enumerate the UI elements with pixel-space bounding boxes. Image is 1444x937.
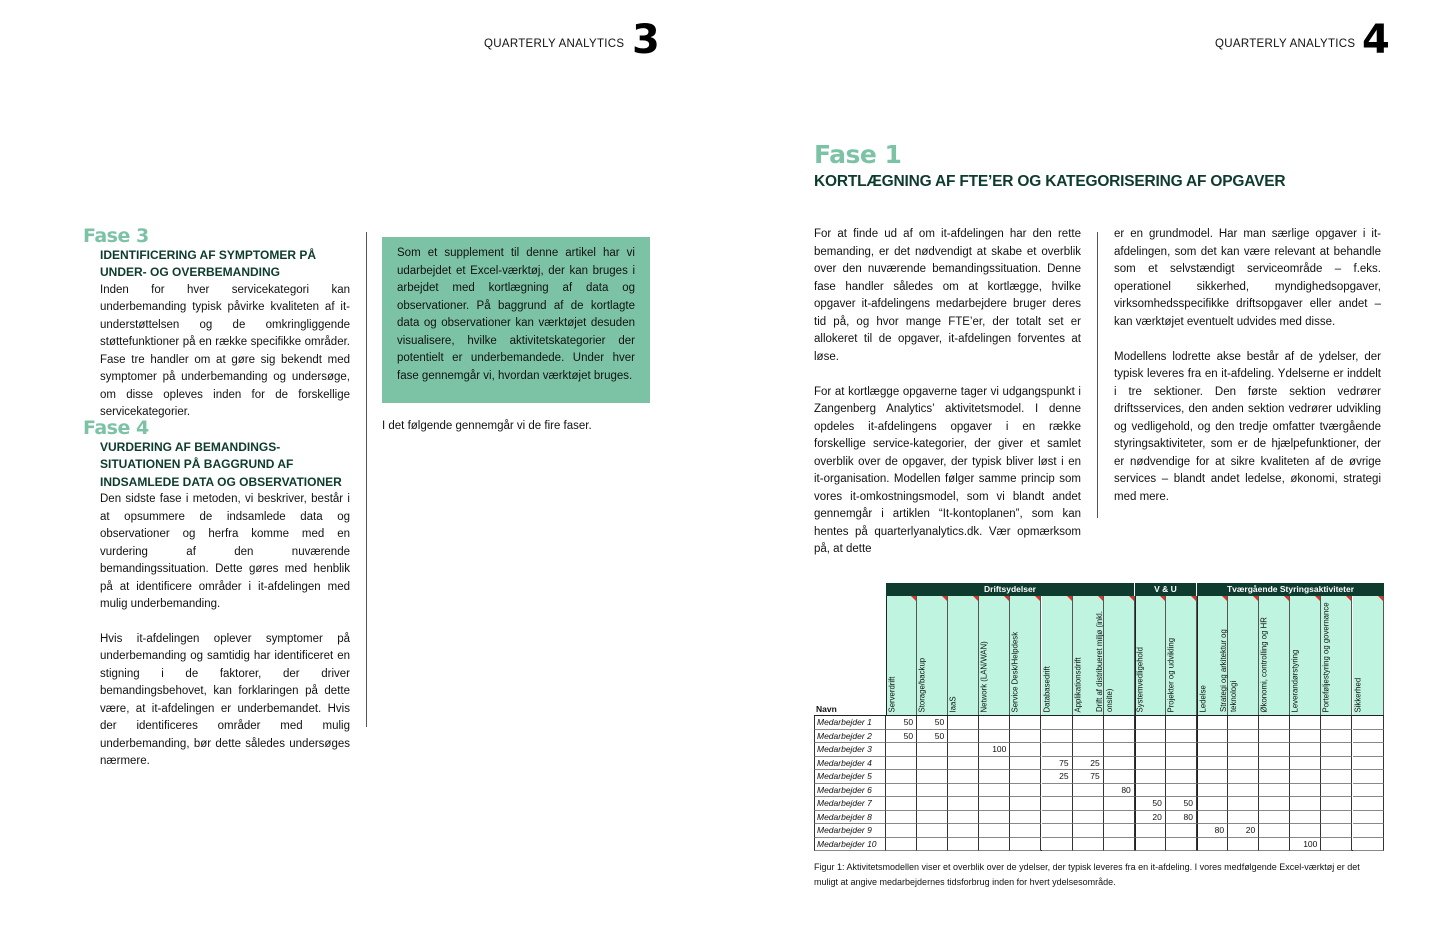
allocation-cell[interactable] — [1166, 757, 1197, 771]
allocation-cell[interactable] — [948, 730, 979, 744]
allocation-cell[interactable]: 80 — [1166, 811, 1197, 825]
comment-marker-icon — [1378, 596, 1383, 601]
allocation-cell[interactable] — [1104, 824, 1135, 838]
allocation-cell[interactable] — [1228, 757, 1259, 771]
allocation-cell[interactable] — [1353, 716, 1384, 730]
allocation-cell[interactable] — [1135, 716, 1166, 730]
column-header-label: Network (LAN/WAN) — [979, 640, 989, 712]
allocation-cell[interactable] — [1197, 716, 1228, 730]
allocation-cell[interactable]: 25 — [1042, 770, 1073, 784]
allocation-cell[interactable] — [1259, 770, 1290, 784]
column-header — [1094, 596, 1135, 715]
column-header-label: Porteføljestyring og governance — [1321, 601, 1331, 712]
allocation-cell[interactable] — [1135, 784, 1166, 798]
allocation-cell[interactable] — [1010, 770, 1041, 784]
column-header — [1135, 596, 1166, 715]
allocation-cell[interactable] — [917, 743, 948, 757]
allocation-cell[interactable] — [1042, 743, 1073, 757]
allocation-cell[interactable] — [1135, 770, 1166, 784]
allocation-cell[interactable] — [1104, 716, 1135, 730]
comment-marker-icon — [1191, 596, 1196, 601]
allocation-cell[interactable] — [1353, 757, 1384, 771]
allocation-cell[interactable] — [917, 757, 948, 771]
column-header-label: Økonomi, controlling og HR — [1259, 616, 1269, 712]
allocation-cell[interactable]: 50 — [917, 716, 948, 730]
column-header — [1042, 596, 1073, 715]
allocation-cell[interactable] — [979, 730, 1010, 744]
allocation-cell[interactable] — [1073, 824, 1104, 838]
allocation-cell[interactable] — [1353, 784, 1384, 798]
fase1-heading — [814, 142, 1384, 190]
column-header — [1290, 596, 1321, 715]
allocation-cell[interactable] — [1197, 730, 1228, 744]
allocation-cell[interactable] — [979, 811, 1010, 825]
employee-name-cell[interactable]: Medarbejder 2 — [814, 730, 886, 744]
allocation-cell[interactable] — [1259, 743, 1290, 757]
comment-marker-icon — [1315, 596, 1320, 601]
allocation-cell[interactable] — [1321, 784, 1352, 798]
allocation-cell[interactable] — [1228, 784, 1259, 798]
allocation-cell[interactable] — [1321, 716, 1352, 730]
allocation-cell[interactable]: 75 — [1042, 757, 1073, 771]
column-header — [1321, 596, 1352, 715]
allocation-cell[interactable] — [1197, 784, 1228, 798]
allocation-cell[interactable] — [1010, 824, 1041, 838]
allocation-cell[interactable] — [1228, 797, 1259, 811]
allocation-cell[interactable] — [917, 811, 948, 825]
allocation-cell[interactable]: 20 — [1135, 811, 1166, 825]
allocation-cell[interactable] — [917, 797, 948, 811]
allocation-cell[interactable] — [1166, 824, 1197, 838]
table-row — [814, 811, 1384, 825]
employee-name-cell[interactable]: Medarbejder 5 — [814, 770, 886, 784]
allocation-cell[interactable] — [1073, 716, 1104, 730]
column-header-label: Service Desk/Helpdesk — [1010, 631, 1020, 712]
table-row — [814, 757, 1384, 771]
column-header-label: Databasedrift — [1042, 665, 1052, 712]
allocation-cell[interactable] — [917, 784, 948, 798]
allocation-cell[interactable] — [1321, 730, 1352, 744]
column-header — [1010, 596, 1041, 715]
allocation-cell[interactable] — [1290, 716, 1321, 730]
allocation-cell[interactable] — [979, 716, 1010, 730]
column-header-label: Projekter og udvikling — [1166, 637, 1176, 712]
employee-name-cell[interactable]: Medarbejder 7 — [814, 797, 886, 811]
comment-marker-icon — [911, 596, 916, 601]
fase3-subtitle-line1: IDENTIFICERING AF SYMPTOMER PÅ — [100, 248, 317, 262]
allocation-cell[interactable] — [948, 838, 979, 852]
allocation-cell[interactable] — [1353, 730, 1384, 744]
allocation-cell[interactable] — [1042, 838, 1073, 852]
allocation-cell[interactable] — [979, 757, 1010, 771]
allocation-cell[interactable] — [1228, 770, 1259, 784]
table-row — [814, 784, 1384, 798]
comment-marker-icon — [1253, 596, 1258, 601]
allocation-cell[interactable] — [1259, 757, 1290, 771]
fase4-subtitle-line3: INDSAMLEDE DATA OG OBSERVATIONER — [100, 474, 342, 489]
allocation-cell[interactable] — [1290, 811, 1321, 825]
allocation-cell[interactable] — [1321, 797, 1352, 811]
column-header — [886, 596, 917, 715]
allocation-cell[interactable]: 50 — [917, 730, 948, 744]
right-column-1 — [814, 226, 1081, 559]
allocation-cell[interactable] — [1042, 797, 1073, 811]
allocation-cell[interactable] — [1166, 743, 1197, 757]
allocation-cell[interactable] — [1290, 757, 1321, 771]
comment-marker-icon — [1160, 596, 1165, 601]
allocation-cell[interactable] — [979, 824, 1010, 838]
employee-name-cell[interactable]: Medarbejder 3 — [814, 743, 886, 757]
fase1-subtitle: KORTLÆGNING AF FTE’ER OG KATEGORISERING AF OPGAVER — [814, 173, 1286, 190]
col1-paragraph-1: For at finde ud af om it-afdelingen har den rette bemanding, er det nødvendigt at skabe et overblik over den nuværende bemandingssituation. Denne fase handler således om at kortlægge, hvilke opgaver it-afdelingens medarbejdere bruger deres tid på, og hvor mange FTE’er, der totalt set er allokeret til de opgaver, it-afdelingen forventes at løse. — [814, 228, 1081, 363]
allocation-cell[interactable]: 50 — [1166, 797, 1197, 811]
allocation-cell[interactable] — [886, 770, 917, 784]
employee-name-cell[interactable]: Medarbejder 9 — [814, 824, 886, 838]
allocation-cell[interactable]: 80 — [1197, 824, 1228, 838]
comment-marker-icon — [1129, 596, 1134, 601]
allocation-cell[interactable]: 50 — [1135, 797, 1166, 811]
fase3-section — [83, 227, 350, 422]
column-header-label: Storage/backup — [917, 657, 927, 712]
allocation-cell[interactable] — [1321, 824, 1352, 838]
allocation-cell[interactable] — [886, 757, 917, 771]
allocation-cell[interactable] — [1010, 716, 1041, 730]
allocation-cell[interactable] — [1135, 838, 1166, 852]
column-header — [948, 596, 979, 715]
allocation-cell[interactable] — [1166, 784, 1197, 798]
comment-marker-icon — [942, 596, 947, 601]
running-head-right: QUARTERLY ANALYTICS — [1215, 38, 1356, 50]
allocation-cell[interactable] — [886, 784, 917, 798]
allocation-cell[interactable] — [1042, 811, 1073, 825]
allocation-cell[interactable] — [1042, 824, 1073, 838]
allocation-cell[interactable] — [886, 811, 917, 825]
table-row — [814, 838, 1384, 852]
allocation-cell[interactable] — [1010, 797, 1041, 811]
allocation-cell[interactable] — [1166, 716, 1197, 730]
callout-box — [382, 237, 650, 403]
table-row — [814, 824, 1384, 838]
fase4-subtitle-line2: SITUATIONEN PÅ BAGGRUND AF — [100, 457, 294, 472]
column-header-label: Strategi og arkitektur og teknologi — [1219, 629, 1238, 712]
allocation-cell[interactable] — [1073, 797, 1104, 811]
allocation-cell[interactable] — [1073, 811, 1104, 825]
intro-line: I det følgende gennemgår vi de fire faser. — [382, 420, 592, 432]
allocation-cell[interactable] — [1010, 811, 1041, 825]
allocation-cell[interactable] — [1166, 770, 1197, 784]
allocation-cell[interactable]: 50 — [886, 730, 917, 744]
fase4-body-1: Den sidste fase i metoden, vi beskriver, består i at opsummere de indsamlede data og observationer og herfra komme med en vurdering af den nuværende bemandingssituation. Dette gøres med henblik på at identificere områder i it-afdelingen med mulig underbemanding. — [100, 493, 350, 611]
allocation-cell[interactable] — [979, 770, 1010, 784]
allocation-cell[interactable]: 25 — [1073, 757, 1104, 771]
right-column-2 — [1114, 226, 1381, 506]
allocation-cell[interactable] — [886, 824, 917, 838]
allocation-cell[interactable] — [1290, 784, 1321, 798]
allocation-cell[interactable] — [1353, 770, 1384, 784]
table-row — [814, 770, 1384, 784]
column-header-label: Systemvedligehold — [1135, 646, 1145, 712]
allocation-cell[interactable] — [1135, 730, 1166, 744]
comment-marker-icon — [973, 596, 978, 601]
group-header-tvaergaaende: Tværgående Styringsaktiviteter — [1197, 583, 1384, 596]
allocation-cell[interactable] — [979, 838, 1010, 852]
table-row — [814, 730, 1384, 744]
allocation-cell[interactable] — [1259, 824, 1290, 838]
allocation-cell[interactable] — [1104, 797, 1135, 811]
allocation-cell[interactable] — [1042, 784, 1073, 798]
allocation-cell[interactable] — [1353, 811, 1384, 825]
fase1-title: Fase 1 — [814, 140, 902, 169]
allocation-cell[interactable] — [1259, 838, 1290, 852]
allocation-cell[interactable] — [1010, 743, 1041, 757]
allocation-cell[interactable] — [1228, 811, 1259, 825]
allocation-cell[interactable]: 100 — [979, 743, 1010, 757]
allocation-cell[interactable] — [1321, 757, 1352, 771]
allocation-cell[interactable] — [1135, 824, 1166, 838]
name-column-header: Navn — [816, 704, 837, 714]
allocation-cell[interactable] — [948, 784, 979, 798]
allocation-cell[interactable]: 100 — [1290, 838, 1321, 852]
allocation-cell[interactable] — [1228, 730, 1259, 744]
page-number-left: 3 — [632, 17, 660, 63]
allocation-cell[interactable] — [1321, 743, 1352, 757]
fase4-section — [83, 419, 350, 771]
allocation-cell[interactable] — [1259, 811, 1290, 825]
allocation-cell[interactable] — [1042, 716, 1073, 730]
allocation-cell[interactable] — [1228, 743, 1259, 757]
allocation-cell[interactable] — [1353, 797, 1384, 811]
allocation-cell[interactable] — [948, 811, 979, 825]
column-header — [917, 596, 948, 715]
allocation-cell[interactable] — [979, 797, 1010, 811]
allocation-cell[interactable] — [948, 824, 979, 838]
allocation-cell[interactable] — [886, 743, 917, 757]
column-header-label: Ledelse — [1198, 684, 1208, 712]
column-header-label: Serverdrift — [887, 676, 897, 712]
allocation-cell[interactable] — [1042, 730, 1073, 744]
allocation-cell[interactable] — [1353, 838, 1384, 852]
allocation-cell[interactable] — [1197, 757, 1228, 771]
allocation-cell[interactable] — [948, 716, 979, 730]
allocation-cell[interactable] — [1073, 784, 1104, 798]
table-row — [814, 716, 1384, 730]
allocation-cell[interactable] — [1073, 730, 1104, 744]
fase4-subtitle-line1: VURDERING AF BEMANDINGS- — [100, 440, 281, 454]
allocation-cell[interactable] — [948, 797, 979, 811]
allocation-cell[interactable] — [948, 770, 979, 784]
allocation-cell[interactable] — [1104, 770, 1135, 784]
comment-marker-icon — [1067, 596, 1072, 601]
allocation-cell[interactable]: 75 — [1073, 770, 1104, 784]
allocation-cell[interactable] — [1259, 716, 1290, 730]
fase4-title: Fase 4 — [83, 417, 149, 439]
column-header-label: Sikkerhed — [1353, 677, 1363, 712]
table-row — [814, 743, 1384, 757]
col2-paragraph-1: er en grundmodel. Har man særlige opgaver i it-afdelingen, som det kan være relevant at behandle som et selvstændigt serviceområde – f.eks. operationel sikkerhed, myndighedsopgaver, virksomhedsspecifikke driftsopgaver eller andet – kan værktøjet eventuelt udvides med disse. — [1114, 228, 1381, 328]
allocation-cell[interactable] — [1353, 743, 1384, 757]
allocation-cell[interactable] — [1166, 838, 1197, 852]
group-header-v-og-u: V & U — [1135, 583, 1197, 596]
callout-text: Som et supplement til denne artikel har vi udarbejdet et Excel-værktøj, der kan bruges i arbejdet med kortlægning af data og observationer. På baggrund af de kortlagte data og observationer kan værktøjet desuden visualisere, hvilke aktivitetskategorier der potentielt er underbemandede. Under hver fase gennemgår vi, hvordan værktøjet bruges. — [397, 247, 635, 382]
allocation-cell[interactable] — [1290, 730, 1321, 744]
allocation-cell[interactable] — [1104, 757, 1135, 771]
allocation-cell[interactable] — [1197, 811, 1228, 825]
allocation-cell[interactable] — [1073, 743, 1104, 757]
column-divider-left — [366, 232, 367, 727]
allocation-cell[interactable] — [979, 784, 1010, 798]
employee-name-cell[interactable]: Medarbejder 6 — [814, 784, 886, 798]
column-header — [1259, 596, 1290, 715]
allocation-cell[interactable]: 20 — [1228, 824, 1259, 838]
table-row — [814, 797, 1384, 811]
fase4-body-2: Hvis it-afdelingen oplever symptomer på underbemanding og samtidig har identificeret en stigning i de faktorer, der driver bemandingsbehovet, kan forklaringen på dette være, at it-afdelingen er underbemandet. Hvis der identificeres områder med mulig underbemanding, bør dette således undersøges nærmere. — [100, 632, 350, 768]
allocation-cell[interactable] — [1259, 797, 1290, 811]
fase3-body: Inden for hver servicekategori kan underbemanding typisk påvirke kvaliteten af it-understøttelsen og de omkringliggende støttefunktioner på en række specifikke områder. Fase tre handler om at gøre sig bekendt med symptomer på underbemanding og undersøge, om disse opleves inden for de forskellige servicekategorier. — [100, 283, 350, 419]
allocation-cell[interactable]: 50 — [886, 716, 917, 730]
column-header-label: Drift af distribueret miljø (inkl. onsite) — [1094, 611, 1114, 712]
allocation-cell[interactable] — [1321, 770, 1352, 784]
group-header-driftsydelser: Driftsydelser — [886, 583, 1135, 596]
allocation-cell[interactable] — [917, 770, 948, 784]
col2-paragraph-2: Modellens lodrette akse består af de ydelser, der typisk leveres fra en it-afdeling. Ydelserne er inddelt i tre sektioner. Den første sektion vedrører driftsservices, den anden sektion vedrører udvikling og vedligehold, og den tredje omfatter tværgående styringsaktiviteter, som er de hjælpefunktioner, der er nødvendige for at sikre kvaliteten af de øvrige services – blandt andet ledelse, økonomi, strategi med mere. — [1114, 350, 1381, 503]
allocation-cell[interactable] — [1135, 757, 1166, 771]
allocation-cell[interactable] — [886, 797, 917, 811]
allocation-cell[interactable] — [1104, 838, 1135, 852]
allocation-cell[interactable] — [1104, 743, 1135, 757]
allocation-cell[interactable] — [1197, 770, 1228, 784]
allocation-cell[interactable] — [917, 824, 948, 838]
employee-name-cell[interactable]: Medarbejder 10 — [814, 838, 886, 852]
page-number-right: 4 — [1362, 17, 1390, 63]
column-header — [1353, 596, 1384, 715]
comment-marker-icon — [1284, 596, 1289, 601]
column-header — [1166, 596, 1197, 715]
allocation-cell[interactable] — [1135, 743, 1166, 757]
column-header-label: Leverandørstyring — [1290, 649, 1300, 712]
fase3-subtitle-line2: UNDER- OG OVERBEMANDING — [100, 265, 281, 280]
allocation-cell[interactable] — [1010, 730, 1041, 744]
employee-name-cell[interactable]: Medarbejder 4 — [814, 757, 886, 771]
allocation-cell[interactable] — [1104, 811, 1135, 825]
employee-name-cell[interactable]: Medarbejder 1 — [814, 716, 886, 730]
comment-marker-icon — [1004, 596, 1009, 601]
column-header-label: IaaS — [948, 695, 958, 712]
fase3-title: Fase 3 — [83, 225, 149, 247]
comment-marker-icon — [1346, 596, 1351, 601]
allocation-cell[interactable] — [917, 838, 948, 852]
allocation-cell[interactable] — [948, 743, 979, 757]
allocation-cell[interactable] — [1010, 757, 1041, 771]
column-header — [979, 596, 1010, 715]
allocation-cell[interactable] — [1010, 784, 1041, 798]
allocation-cell[interactable] — [1321, 811, 1352, 825]
allocation-cell[interactable] — [1104, 730, 1135, 744]
col1-paragraph-2: For at kortlægge opgaverne tager vi udgangspunkt i Zangenberg Analytics’ aktivitetsmodel. I denne opdeles it-afdelingens opgaver i en række forskellige service-kategorier, der giver et samlet overblik over de opgaver, der typisk bliver løst i en it-organisation. Modellen følger samme princip som vores it-omkostningsmodel, som vi blandt andet gennemgår i artiklen “It-kontoplanen”, som kan hentes på quarterlyanalytics.dk. Vær opmærksom på, at dette — [814, 385, 1081, 555]
column-header — [1219, 596, 1259, 715]
table-body — [814, 715, 1384, 851]
allocation-cell[interactable] — [1228, 716, 1259, 730]
allocation-cell[interactable] — [1290, 824, 1321, 838]
allocation-cell[interactable] — [1353, 824, 1384, 838]
comment-marker-icon — [1035, 596, 1040, 601]
column-header-label: Applikationsdrift — [1073, 656, 1083, 712]
allocation-cell[interactable] — [1197, 743, 1228, 757]
allocation-cell[interactable] — [948, 757, 979, 771]
allocation-cell[interactable] — [1197, 797, 1228, 811]
allocation-cell[interactable] — [1321, 838, 1352, 852]
allocation-cell[interactable] — [1010, 838, 1041, 852]
allocation-cell[interactable] — [1259, 784, 1290, 798]
allocation-cell[interactable] — [1290, 797, 1321, 811]
employee-name-cell[interactable]: Medarbejder 8 — [814, 811, 886, 825]
allocation-cell[interactable] — [1290, 743, 1321, 757]
allocation-cell[interactable] — [1197, 838, 1228, 852]
allocation-cell[interactable] — [1228, 838, 1259, 852]
allocation-cell[interactable] — [886, 838, 917, 852]
allocation-cell[interactable] — [1073, 838, 1104, 852]
allocation-cell[interactable]: 80 — [1104, 784, 1135, 798]
running-head-left: QUARTERLY ANALYTICS — [484, 38, 625, 50]
column-divider-right — [1097, 232, 1098, 518]
figure-caption: Figur 1: Aktivitetsmodellen viser et overblik over de ydelser, der typisk leveres fra en it-afdeling. I vores medfølgende Excel-værktøj er det muligt at angive medarbejdernes tidsforbrug inden for hvert ydelsesområde. — [814, 862, 1360, 887]
allocation-cell[interactable] — [1290, 770, 1321, 784]
allocation-cell[interactable] — [1166, 730, 1197, 744]
allocation-cell[interactable] — [1259, 730, 1290, 744]
